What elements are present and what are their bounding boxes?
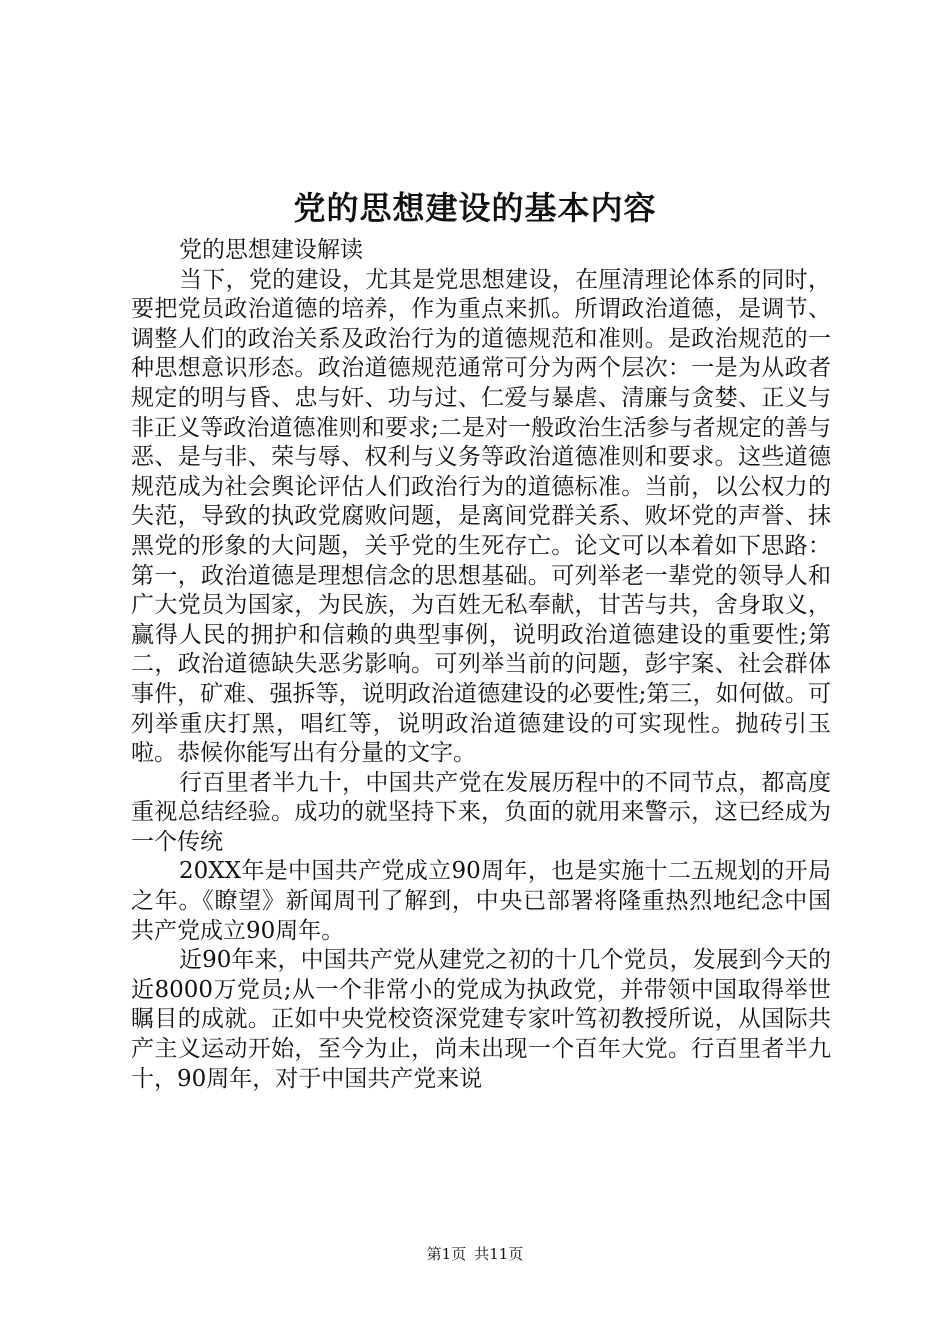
paragraph: 20XX年是中国共产党成立90周年，也是实施十二五规划的开局之年。《瞭望》新闻周刊了解到，中央已部署将隆重热烈地纪念中国共产党成立90周年。 bbox=[131, 858, 831, 944]
paragraph: 当下，党的建设，尤其是党思想建设，在厘清理论体系的同时，要把党员政治道德的培养，作为重点来抓。所谓政治道德，是调节、调整人们的政治关系及政治行为的道德规范和准则。是政治规范的一种思想意识形态。政治道德规范通常可分为两个层次：一是为从政者规定的明与昏、忠与奸、功与过、仁爱与暴虐、清廉与贪婪、正义与非正义等政治道德准则和要求;二是对一般政治生活参与者规定的善与恶、是与非、荣与辱、权利与义务等政治道德准则和要求。这些道德规范成为社会舆论评估人们政治行为的道德标准。当前，以公权力的失范，导致的执政党腐败问题，是离间党群关系、败坏党的声誉、抹黑党的形象的大问题，关乎党的生死存亡。论文可以本着如下思路：第一，政治道德是理想信念的思想基础。可列举老一辈党的领导人和广大党员为国家，为民族，为百姓无私奉献，甘苦与共，舍身取义，赢得人民的拥护和信赖的典型事例，说明政治道德建设的重要性;第二，政治道德缺失恶劣影响。可列举当前的问题，彭宇案、社会群体事件，矿难、强拆等，说明政治道德建设的必要性;第三，如何做。可列举重庆打黑，唱红等，说明政治道德建设的可实现性。抛砖引玉啦。恭候你能写出有分量的文字。 bbox=[131, 266, 831, 767]
document-title: 党的思想建设的基本内容 bbox=[293, 189, 657, 227]
paragraph: 行百里者半九十，中国共产党在发展历程中的不同节点，都高度重视总结经验。成功的就坚持下来，负面的就用来警示，这已经成为一个传统 bbox=[131, 769, 831, 855]
page-footer bbox=[0, 1244, 950, 1264]
paragraph-subtitle: 党的思想建设解读 bbox=[179, 237, 363, 263]
page-total: 共11页 bbox=[474, 1245, 524, 1263]
paragraph: 近90年来，中国共产党从建党之初的十几个党员，发展到今天的近8000万党员;从一个非常小的党成为执政党，并带领中国取得举世瞩目的成就。正如中央党校资深党建专家叶笃初教授所说，从国际共产主义运动开始，至今为止，尚未出现一个百年大党。行百里者半九十，90周年，对于中国共产党来说 bbox=[131, 947, 831, 1092]
page-number: 第1页 bbox=[426, 1245, 467, 1263]
document-body bbox=[131, 236, 831, 1094]
